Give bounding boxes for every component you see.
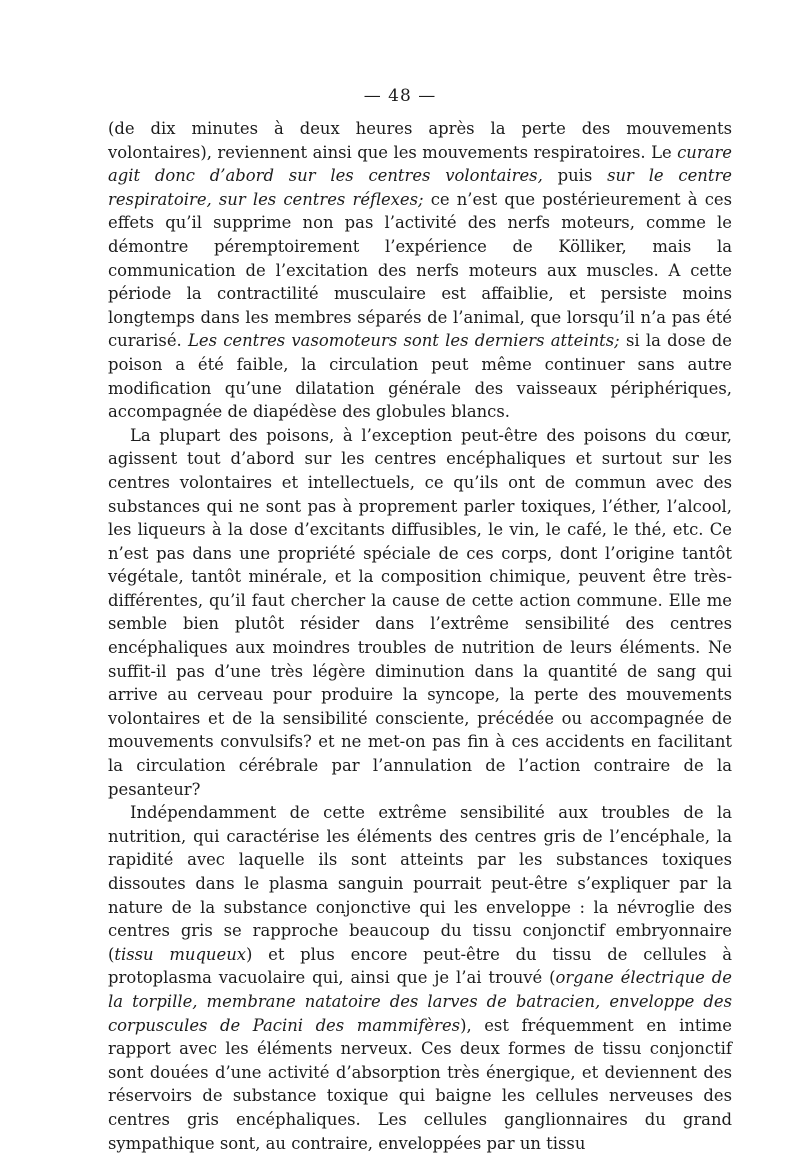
text-run: (de dix minutes à deux heures après la perte des mouvements volontaires), reviennent ainsi que les mouvements respiratoires. Le xyxy=(108,119,732,162)
text-run: La plupart des poisons, à l’exception peut-être des poisons du cœur, agissent tout d’abord sur les centres encéphaliques et surtout sur les centres volontaires et intellectuels, ce qu’ils ont de commun avec des substances qui ne sont pas à proprement parler toxiques, l’éther, l’alcool, les liqueurs à la dose d’excitants diffusibles, le vin, le café, le thé, etc. Ce n’est pas dans une propriété spéciale de ces corps, dont l’origine tantôt végétale, tantôt minérale, et la composition chimique, peuvent être très-différentes, qu’il faut chercher la cause de cette action commune. Elle me semble bien plutôt résider dans l’extrême sensibilité des centres encéphaliques aux moindres troubles de nutrition de leurs éléments. Ne suffit-il pas d’une très légère diminution dans la quantité de sang qui arrive au cerveau pour produire la syncope, la perte des mouvements volontaires et de la sensibilité consciente, précédée ou accompagnée de mouvements convulsifs? et ne met-on pas fin à ces accidents en facilitant la circulation cérébrale par l’annulation de l’action contraire de la pesanteur? xyxy=(108,425,732,799)
paragraph xyxy=(108,801,732,1155)
text-run: puis xyxy=(542,166,608,186)
page-number: — 48 — xyxy=(363,86,437,106)
italic-text: curare agit donc d’abord sur les centres volontaires, xyxy=(108,142,732,186)
text-run: ), est fréquemment en intime rapport avec les éléments nerveux. Ces deux formes de tissu conjonctif sont douées d’une activité d’absorption très énergique, et deviennent des réservoirs de substance toxique qui baigne les cellules nerveuses des centres gris encéphaliques. Les cellules ganglionnaires du grand sympathique sont, au contraire, enveloppées par un tissu xyxy=(108,1015,732,1153)
paragraph xyxy=(108,424,732,802)
text-run: ce n’est que postérieurement à ces effets qu’il supprime non pas l’activité des nerfs moteurs, comme le démontre péremptoirement l’expérience de Kölliker, mais la communication de l’excitation des nerfs moteurs aux muscles. A cette période la contractilité musculaire est affaiblie, et persiste moins longtemps dans les membres séparés de l’animal, que lorsqu’il n’a pas été curarisé. xyxy=(108,189,732,351)
italic-text: tissu muqueux xyxy=(114,944,246,964)
italic-text: Les centres vasomoteurs sont les derniers atteints; xyxy=(187,331,620,351)
italic-text: organe électrique de la torpille, membrane natatoire des larves de batracien, enveloppe des corpuscules de Pacini des mammifères xyxy=(108,968,732,1035)
text-run: ) et plus encore peut-être du tissu de cellules à protoplasma vacuolaire qui, ainsi que je l’ai trouvé ( xyxy=(108,944,732,988)
text-run: Indépendamment de cette extrême sensibilité aux troubles de la nutrition, qui caractérise les éléments des centres gris de l’encéphale, la rapidité avec laquelle ils sont atteints par les substances toxiques dissoutes dans le plasma sanguin pourrait peut-être s’expliquer par la nature de la substance conjonctive qui les enveloppe : la névroglie des centres gris se rapproche beaucoup du tissu conjonctif embryonnaire ( xyxy=(108,803,732,964)
paragraph xyxy=(108,117,732,424)
body-text xyxy=(108,117,732,1155)
italic-text: sur le centre respiratoire, sur les centres réflexes; xyxy=(108,166,732,209)
text-run: si la dose de poison a été faible, la circulation peut même continuer sans autre modification qu’une dilatation générale des vaisseaux périphériques, accompagnée de diapédèse des globules blancs. xyxy=(108,331,732,422)
